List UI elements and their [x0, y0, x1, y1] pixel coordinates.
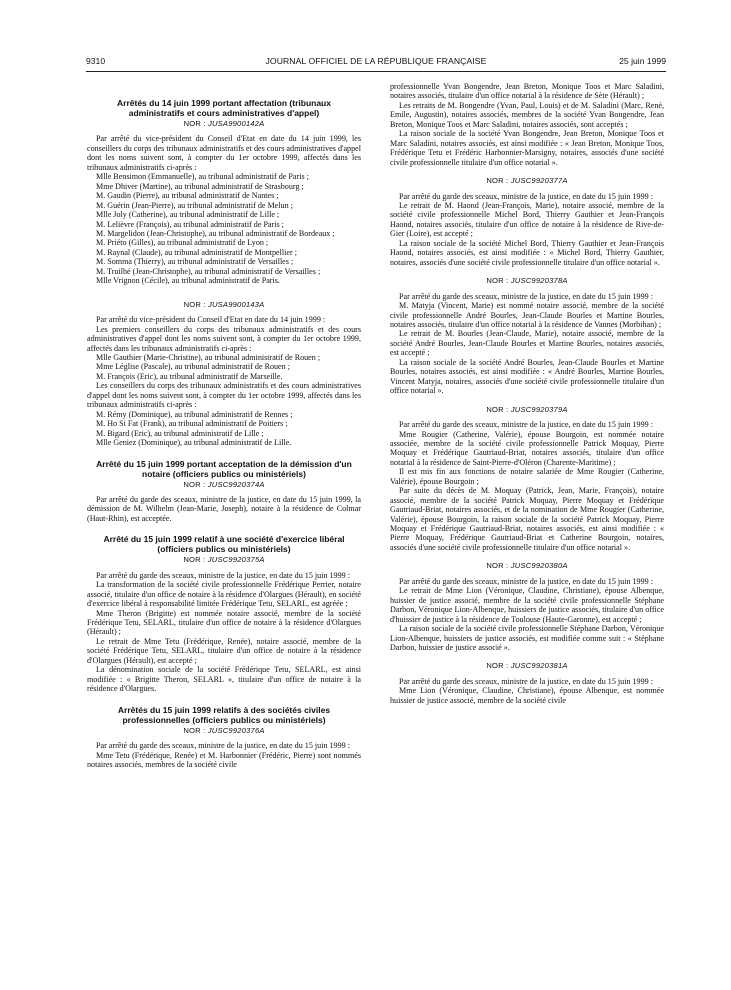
- paragraph: La raison sociale de la société Yvan Bongendre, Jean Breton, Monique Toos et Marc Saladini, notaires associés, est ainsi modifiée : « Jean Breton, Monique Toos, Frédérique Tetu et Frédéric Harbonnier-Marsigny, notaires, associés d'une société civile professionnelle titulaire d'un office notarial ».: [390, 129, 664, 167]
- paragraph: Par arrêté du garde des sceaux, ministre de la justice, en date du 15 juin 1999 :: [399, 291, 653, 301]
- paragraph: Par arrêté du vice-président du Conseil d'Etat en date du 14 juin 1999, les conseillers du corps des tribunaux administratifs et des cours administratives d'appel dont les noms suivent sont, à compter du 1er octobre 1999, affectés dans les tribunaux administratifs ci-après :: [87, 134, 361, 172]
- list-item: Mlle Bensimon (Emmanuelle), au tribunal administratif de Paris ;: [96, 172, 309, 182]
- list-item: Mme Léglise (Pascale), au tribunal administratif de Rouen ;: [96, 362, 290, 372]
- paragraph: Par suite du décès de M. Moquay (Patrick, Jean, Marie, François), notaire associé, membre de la société Patrick Moquay, Pierre Moquay et Frédérique Gautriaud-Briat, notaires associés, et de la nomination de Mme Rougier (Catherine, Valérie), épouse Bourgoin, la raison sociale de la société Patrick Moquay, Pierre Moquay et Frédérique Gautriaud-Briat, notaires associés, est ainsi modifiée : « Pierre Moquay, Frédérique Gautriaud-Briat et Catherine Bourgoin, notaires, associés d'une société civile professionnelle titulaire d'un office notarial ».: [390, 486, 664, 552]
- nor-reference: NOR : JUSC9920378A: [486, 276, 568, 286]
- paragraph: La dénomination sociale de la société Frédérique Tetu, SELARL, est ainsi modifiée : « Brigitte Theron, SELARL », titulaire d'un office de notaire à la résidence d'Olargues.: [87, 665, 361, 694]
- list-item: M. Truilhé (Jean-Christophe), au tribunal administratif de Versailles ;: [96, 266, 321, 276]
- list-item: M. Guérin (Jean-Pierre), au tribunal administratif de Melun ;: [96, 200, 293, 210]
- paragraph: Les retraits de M. Bongendre (Yvan, Paul, Louis) et de M. Saladini (Marc, René, Emile, Augustin), notaires associés, membres de la société Yvan Bongendre, Jean Breton, Monique Toos et Marc Saladini, notaires associés, sont acceptés ;: [390, 100, 664, 129]
- page-header: [86, 56, 666, 70]
- paragraph: Par arrêté du vice-président du Conseil d'Etat en date du 14 juin 1999 :: [96, 315, 326, 325]
- paragraph: Le retrait de Mme Lion (Véronique, Claudine, Christiane), épouse Albenque, huissier de justice associé, membre de la société civile professionnelle Stéphane Darbon, Véronique Lion-Albenque, huissiers de justice associés, titulaire d'un office d'huissier de justice à la résidence de Toulouse (Haute-Garonne), est accepté ;: [390, 586, 664, 624]
- right-column: [390, 82, 664, 705]
- left-column: [87, 98, 361, 769]
- list-item: M. Somma (Thierry), au tribunal administratif de Versailles ;: [96, 257, 294, 267]
- list-item: Mlle Joly (Catherine), au tribunal administratif de Lille ;: [96, 210, 280, 220]
- assignment-list: [87, 353, 361, 381]
- paragraph: Par arrêté du garde des sceaux, ministre de la justice, en date du 15 juin 1999 :: [399, 576, 653, 586]
- paragraph: professionnelle Yvan Bongendre, Jean Breton, Monique Toos et Marc Saladini, notaires associés, titulaire d'un office notarial à la résidence de Sète (Hérault) ;: [390, 82, 664, 101]
- nor-reference: NOR : JUSC9920377A: [486, 176, 568, 186]
- paragraph: Le retrait de Mme Tetu (Frédérique, Renée), notaire associé, membre de la société Frédérique Tetu, SELARL, titulaire d'un office de notaire à la résidence d'Olargues (Hérault), est accepté ;: [87, 636, 361, 665]
- nor-reference: NOR : JUSC9920381A: [486, 661, 568, 671]
- list-item: M. Priéto (Gilles), au tribunal administratif de Lyon ;: [96, 238, 269, 248]
- page-number: 9310: [86, 56, 106, 66]
- paragraph: Le retrait de M. Bourles (Jean-Claude, Marie), notaire associé, membre de la société André Bourles, Jean-Claude Bourles et Martine Bourles, notaires associés, est accepté ;: [390, 329, 664, 358]
- issue-date: 25 juin 1999: [619, 56, 666, 66]
- paragraph: Par arrêté du garde des sceaux, ministre de la justice, en date du 15 juin 1999 :: [96, 570, 350, 580]
- article-title: Arrêtés du 14 juin 1999 portant affectation (tribunaux administratifs et cours administratives d'appel): [117, 98, 331, 118]
- paragraph: Mme Tetu (Frédérique, Renée) et M. Harbonnier (Frédéric, Pierre) sont nommés notaires associés, membres de la société civile: [87, 750, 361, 770]
- paragraph: Les conseillers du corps des tribunaux administratifs et des cours administratives d'appel dont les noms suivent sont, à compter du 1er octobre 1999, affectés dans les tribunaux administratifs ci-après :: [87, 381, 361, 410]
- list-item: M. Lelièvre (François), au tribunal administratif de Paris ;: [96, 219, 284, 229]
- paragraph: La raison sociale de la société André Bourles, Jean-Claude Bourles et Martine Bourles, notaires associés, est ainsi modifiée : « André Bourles, Martine Bourles, Vincent Matyja, notaires, associés d'une société civile professionnelle titulaire d'un office notarial ».: [390, 357, 664, 396]
- journal-title: JOURNAL OFFICIEL DE LA RÉPUBLIQUE FRANÇAISE: [265, 56, 487, 66]
- article-title: Arrêté du 15 juin 1999 relatif à une société d'exercice libéral (officiers publics ou ministériels): [103, 534, 345, 555]
- paragraph: M. Matyja (Vincent, Marie) est nommé notaire associé, membre de la société civile professionnelle André Bourles, Jean-Claude Bourles et Martine Bourles, notaires associés, titulaire d'un office notarial à la résidence de Vannes (Morbihan) ;: [390, 301, 664, 329]
- article-title: Arrêtés du 15 juin 1999 relatifs à des sociétés civiles professionnelles (officiers publics ou ministériels): [117, 704, 331, 725]
- paragraph: Par arrêté du garde des sceaux, ministre de la justice, en date du 15 juin 1999 :: [399, 676, 653, 686]
- assignment-list: [87, 410, 361, 448]
- nor-reference: NOR : JUSC9920380A: [486, 561, 568, 571]
- header-rule: [86, 71, 666, 72]
- list-item: M. Gaudin (Pierre), au tribunal administratif de Nantes ;: [96, 191, 279, 201]
- list-item: M. Bigard (Eric), au tribunal administratif de Lille ;: [96, 428, 264, 438]
- paragraph: Par arrêté du garde des sceaux, ministre de la justice, en date du 15 juin 1999 :: [399, 420, 653, 430]
- paragraph: Par arrêté du garde des sceaux, ministre de la justice, en date du 15 juin 1999 :: [399, 191, 653, 201]
- list-item: Mme Dhiver (Martine), au tribunal administratif de Strasbourg ;: [96, 181, 304, 191]
- list-item: Mlle Vrignon (Cécile), au tribunal administratif de Paris.: [96, 276, 280, 286]
- paragraph: La raison sociale de la société civile professionnelle Stéphane Darbon, Véronique Lion-Albenque, huissiers de justice associés, est modifiée comme suit : « Stéphane Darbon, huissier de justice associé ».: [390, 624, 664, 653]
- paragraph: La transformation de la société civile professionnelle Frédérique Perrier, notaire associé, titulaire d'un office de notaire à la résidence d'Olargues (Hérault), en société d'exercice libéral à responsabilité limitée Frédérique Tetu, SELARL, est agréée ;: [87, 580, 361, 609]
- list-item: Mlle Gauthier (Marie-Christine), au tribunal administratif de Rouen ;: [96, 352, 321, 362]
- paragraph: La raison sociale de la société Michel Bord, Thierry Gauthier et Jean-François Haond, notaires associés, est ainsi modifiée : « Michel Bord, Thierry Gauthier, notaires, associés d'une société civile professionnelle titulaire d'un office notarial ».: [390, 238, 664, 267]
- assignment-list: [87, 172, 361, 285]
- paragraph: Mme Lion (Véronique, Claudine, Christiane), épouse Albenque, est nommée huissier de justice associé, membre de la société civile: [390, 686, 664, 705]
- nor-reference: NOR : JUSA9900142A: [183, 119, 265, 128]
- nor-reference: NOR : JUSC9920374A: [183, 479, 265, 489]
- list-item: M. François (Eric), au tribunal administratif de Marseille.: [96, 371, 283, 381]
- nor-reference: NOR : JUSC9920375A: [183, 555, 265, 565]
- list-item: M. Raynal (Claude), au tribunal administratif de Montpellier ;: [96, 247, 297, 257]
- paragraph: Il est mis fin aux fonctions de notaire salariée de Mme Rougier (Catherine, Valérie), épouse Bourgoin ;: [390, 467, 664, 486]
- paragraph: Par arrêté du garde des sceaux, ministre de la justice, en date du 15 juin 1999, la démission de M. Wilhelm (Jean-Marie, Joseph), notaire à la résidence de Colmar (Haut-Rhin), est acceptée.: [87, 494, 361, 523]
- paragraph: Mme Rougier (Catherine, Valérie), épouse Bourgoin, est nommée notaire associée, membre de la société civile professionnelle Patrick Moquay, Pierre Moquay et Frédérique Gautriaud-Briat, notaires associés, titulaire d'un office notarial à la résidence de Saint-Pierre-d'Oléron (Charente-Maritime) ;: [390, 429, 664, 467]
- paragraph: Les premiers conseillers du corps des tribunaux administratifs et des cours administratives d'appel dont les noms suivent sont, à compter du 1er octobre 1999, affectés dans les tribunaux administratifs ci-après :: [87, 324, 361, 353]
- list-item: M. Margelidon (Jean-Christophe), au tribunal administratif de Bordeaux ;: [96, 228, 335, 238]
- list-item: M. Ho Si Fat (Frank), au tribunal administratif de Poitiers ;: [96, 419, 288, 429]
- list-item: Mlle Geniez (Dominique), au tribunal administratif de Lille.: [96, 438, 292, 448]
- article-title: Arrêté du 15 juin 1999 portant acceptation de la démission d'un notaire (officiers publics ou ministériels): [96, 458, 352, 479]
- nor-reference: NOR : JUSC9920379A: [486, 404, 568, 414]
- list-item: M. Rémy (Dominique), au tribunal administratif de Rennes ;: [96, 409, 293, 419]
- nor-reference: NOR : JUSA9900143A: [183, 299, 265, 309]
- paragraph: Par arrêté du garde des sceaux, ministre de la justice, en date du 15 juin 1999 :: [96, 741, 350, 751]
- paragraph: Mme Theron (Brigitte) est nommée notaire associé, membre de la société Frédérique Tetu, SELARL, titulaire d'un office de notaire à la résidence d'Olargues (Hérault) ;: [87, 608, 361, 637]
- paragraph: Le retrait de M. Haond (Jean-François, Marie), notaire associé, membre de la société civile professionnelle Michel Bord, Thierry Gauthier et Jean-François Haond, notaires associés, titulaire d'un office de notaire à la résidence de Rive-de-Gier (Loire), est accepté ;: [390, 200, 664, 239]
- nor-reference: NOR : JUSC9920376A: [183, 725, 265, 735]
